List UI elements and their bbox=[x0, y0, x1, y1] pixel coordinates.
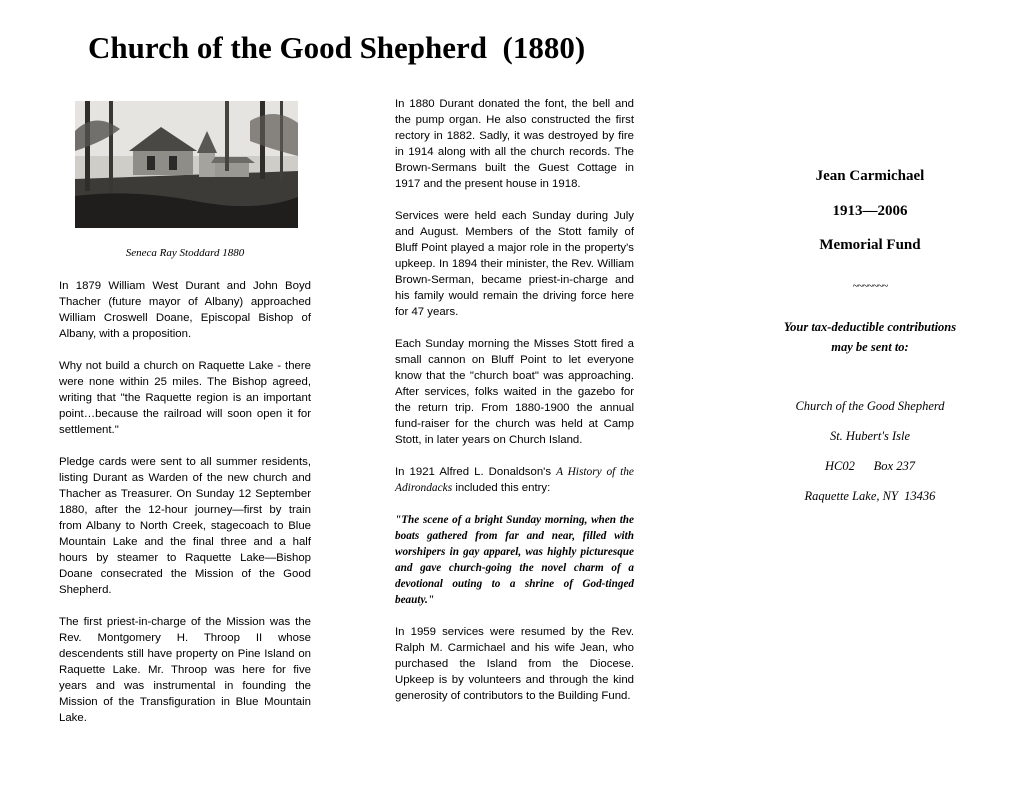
photo-caption: Seneca Ray Stoddard 1880 bbox=[125, 247, 245, 259]
paragraph: Why not build a church on Raquette Lake - there were none within 25 miles. The Bishop agreed, writing that "the Raquette region is an important point…because the railroad will soon open it for settlement." bbox=[59, 360, 311, 436]
paragraph: Pledge cards were sent to all summer residents, listing Durant as Warden of the new church and Thacher as Treasurer. On Sunday 12 September 1880, after the 12-hour journey—first by train from Albany to North Creek, stagecoach to Blue Mountain Lake and the final three and a half hours by steamer to Raquette Lake—Bishop Doane consecrated the Mission of the Good Shepherd. bbox=[59, 456, 311, 596]
paragraph: In 1959 services were resumed by the Rev. Ralph M. Carmichael and his wife Jean, who purchased the Island from the Diocese. Upkeep is by volunteers and through the kind generosity of contributors to the Building Fund. bbox=[395, 626, 634, 702]
contribution-note bbox=[740, 317, 1000, 357]
address-box: HC02 Box 237 bbox=[825, 459, 915, 473]
address-org: Church of the Good Shepherd bbox=[795, 399, 945, 413]
divider: ~~~~~~~ bbox=[852, 280, 888, 292]
middle-column bbox=[395, 96, 634, 720]
address-city: Raquette Lake, NY 13436 bbox=[804, 489, 936, 503]
left-column bbox=[59, 278, 311, 742]
paragraph: The first priest-in-charge of the Mission was the Rev. Montgomery H. Throop II whose descendents still have property on Pine Island on Raquette Lake. Mr. Throop was here for five years and was instrumental in founding the Mission of the Transfiguration in Blue Mountain Lake. bbox=[59, 616, 311, 724]
paragraph: In 1879 William West Durant and John Boyd Thacher (future mayor of Albany) approached William Croswell Doane, Episcopal Bishop of Albany, with a proposition. bbox=[59, 280, 311, 340]
paragraph: Each Sunday morning the Misses Stott fired a small cannon on Bluff Point to let everyone know that the "church boat" was approaching. After services, folks waited in the gazebo for the return trip. From 1880-1900 the annual fund-raiser for the church was held at Camp Stott, in later years on Church Island. bbox=[395, 338, 634, 446]
paragraph: In 1880 Durant donated the font, the bell and the pump organ. He also constructed the first rectory in 1882. Sadly, it was destroyed by fire in 1914 along with all the church records. The Brown-Sermans built the Guest Cottage in 1917 and the present house in 1918. bbox=[395, 98, 634, 190]
book-title: A History of the Adirondacks bbox=[395, 466, 634, 494]
memorial-fund-title: Memorial Fund bbox=[819, 237, 921, 253]
page-title: Church of the Good Shepherd (1880) bbox=[88, 30, 586, 65]
church-photo bbox=[75, 101, 298, 228]
memorial-name: Jean Carmichael bbox=[815, 168, 925, 184]
memorial-years: 1913—2006 bbox=[832, 203, 908, 219]
donaldson-paragraph bbox=[395, 464, 634, 496]
donaldson-intro: In 1921 Alfred L. Donaldson's bbox=[395, 466, 557, 478]
contribution-line: Your tax-deductible contributions bbox=[783, 320, 957, 334]
address-isle: St. Hubert's Isle bbox=[829, 429, 911, 443]
paragraph: Services were held each Sunday during July and August. Members of the Stott family of Bluff Point played a major role in the property's upkeep. In 1894 their minister, the Rev. William Brown-Serman, became priest-in-charge and his family would remain the driving force here for 47 years. bbox=[395, 210, 634, 318]
donaldson-outro: included this entry: bbox=[452, 482, 551, 494]
donaldson-quote: "The scene of a bright Sunday morning, when the boats gathered from far and near, filled with worshipers in gay apparel, was highly picturesque and gave church-going the novel charm of a devotional outing to a shrine of God-tinged beauty." bbox=[395, 514, 634, 606]
contribution-line: may be sent to: bbox=[831, 340, 909, 354]
